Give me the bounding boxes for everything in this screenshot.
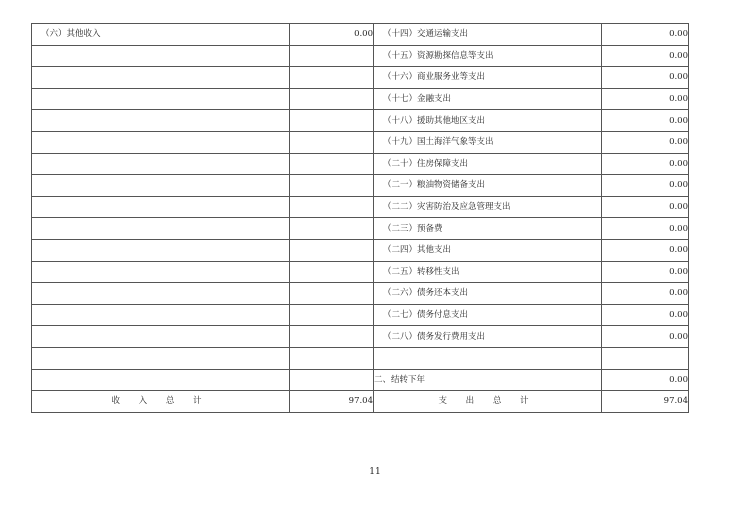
expense-amount-cell: 0.00 bbox=[602, 45, 689, 67]
expense-amount-cell: 0.00 bbox=[602, 283, 689, 305]
page-number: 11 bbox=[369, 467, 381, 477]
income-item-cell bbox=[32, 369, 290, 391]
income-item-cell bbox=[32, 326, 290, 348]
table-row bbox=[32, 304, 689, 326]
table-row bbox=[32, 67, 689, 89]
income-item-cell bbox=[32, 196, 290, 218]
income-total-amount: 97.04 bbox=[290, 391, 374, 413]
expense-amount-cell: 0.00 bbox=[602, 304, 689, 326]
expense-item-cell: （二三）预备费 bbox=[374, 218, 602, 240]
expense-item-cell: （十五）资源勘探信息等支出 bbox=[374, 45, 602, 67]
expense-item-cell: （二七）债务付息支出 bbox=[374, 304, 602, 326]
income-amount-cell bbox=[290, 131, 374, 153]
income-total-label: 收 入 总 计 bbox=[32, 391, 290, 413]
totals-row bbox=[32, 391, 689, 413]
table-row bbox=[32, 24, 689, 46]
income-item-cell bbox=[32, 45, 290, 67]
expense-item-cell bbox=[374, 347, 602, 369]
expense-item-cell: （二八）债务发行费用支出 bbox=[374, 326, 602, 348]
income-amount-cell bbox=[290, 326, 374, 348]
expense-amount-cell: 0.00 bbox=[602, 67, 689, 89]
expense-total-label: 支 出 总 计 bbox=[374, 391, 602, 413]
income-item-cell bbox=[32, 261, 290, 283]
expense-amount-cell: 0.00 bbox=[602, 88, 689, 110]
income-amount-cell bbox=[290, 45, 374, 67]
table-row bbox=[32, 283, 689, 305]
expense-item-cell: （十九）国土海洋气象等支出 bbox=[374, 131, 602, 153]
expense-item-cell: （二四）其他支出 bbox=[374, 239, 602, 261]
income-amount-cell bbox=[290, 261, 374, 283]
expense-item-cell: （十八）援助其他地区支出 bbox=[374, 110, 602, 132]
expense-amount-cell: 0.00 bbox=[602, 369, 689, 391]
table-row bbox=[32, 110, 689, 132]
expense-amount-cell: 0.00 bbox=[602, 153, 689, 175]
expense-amount-cell: 0.00 bbox=[602, 326, 689, 348]
income-item-cell bbox=[32, 110, 290, 132]
income-amount-cell bbox=[290, 347, 374, 369]
table-body bbox=[32, 24, 689, 391]
budget-table-page bbox=[31, 23, 688, 413]
expense-amount-cell: 0.00 bbox=[602, 261, 689, 283]
income-item-cell bbox=[32, 88, 290, 110]
income-amount-cell bbox=[290, 369, 374, 391]
income-amount-cell bbox=[290, 175, 374, 197]
expense-amount-cell: 0.00 bbox=[602, 175, 689, 197]
income-item-cell: （六）其他收入 bbox=[32, 24, 290, 46]
income-amount-cell bbox=[290, 196, 374, 218]
income-amount-cell bbox=[290, 88, 374, 110]
expense-item-cell: （二二）灾害防治及应急管理支出 bbox=[374, 196, 602, 218]
income-amount-cell bbox=[290, 67, 374, 89]
table-row bbox=[32, 261, 689, 283]
expense-item-cell: （二五）转移性支出 bbox=[374, 261, 602, 283]
table-row bbox=[32, 196, 689, 218]
table-row bbox=[32, 131, 689, 153]
expense-amount-cell: 0.00 bbox=[602, 110, 689, 132]
expense-amount-cell: 0.00 bbox=[602, 196, 689, 218]
table-row bbox=[32, 369, 689, 391]
income-item-cell bbox=[32, 347, 290, 369]
expense-item-cell: （二一）粮油物资储备支出 bbox=[374, 175, 602, 197]
income-item-cell bbox=[32, 239, 290, 261]
expense-item-cell: 二、结转下年 bbox=[374, 369, 602, 391]
table-row bbox=[32, 347, 689, 369]
expense-item-cell: （二十）住房保障支出 bbox=[374, 153, 602, 175]
income-item-cell bbox=[32, 175, 290, 197]
income-amount-cell bbox=[290, 283, 374, 305]
expense-total-amount: 97.04 bbox=[602, 391, 689, 413]
income-amount-cell bbox=[290, 218, 374, 240]
expense-item-cell: （十六）商业服务业等支出 bbox=[374, 67, 602, 89]
expense-item-cell: （十四）交通运输支出 bbox=[374, 24, 602, 46]
income-amount-cell bbox=[290, 110, 374, 132]
table-row bbox=[32, 153, 689, 175]
expense-amount-cell: 0.00 bbox=[602, 239, 689, 261]
income-item-cell bbox=[32, 218, 290, 240]
income-item-cell bbox=[32, 153, 290, 175]
income-item-cell bbox=[32, 304, 290, 326]
income-amount-cell bbox=[290, 153, 374, 175]
income-item-cell bbox=[32, 131, 290, 153]
table-row bbox=[32, 175, 689, 197]
income-amount-cell: 0.00 bbox=[290, 24, 374, 46]
expense-amount-cell: 0.00 bbox=[602, 218, 689, 240]
table-row bbox=[32, 218, 689, 240]
table-row bbox=[32, 239, 689, 261]
expense-amount-cell: 0.00 bbox=[602, 24, 689, 46]
income-item-cell bbox=[32, 67, 290, 89]
table-row bbox=[32, 88, 689, 110]
expense-item-cell: （十七）金融支出 bbox=[374, 88, 602, 110]
income-amount-cell bbox=[290, 239, 374, 261]
income-item-cell bbox=[32, 283, 290, 305]
income-expense-table bbox=[31, 23, 689, 413]
expense-item-cell: （二六）债务还本支出 bbox=[374, 283, 602, 305]
income-amount-cell bbox=[290, 304, 374, 326]
table-row bbox=[32, 326, 689, 348]
expense-amount-cell bbox=[602, 347, 689, 369]
table-row bbox=[32, 45, 689, 67]
expense-amount-cell: 0.00 bbox=[602, 131, 689, 153]
